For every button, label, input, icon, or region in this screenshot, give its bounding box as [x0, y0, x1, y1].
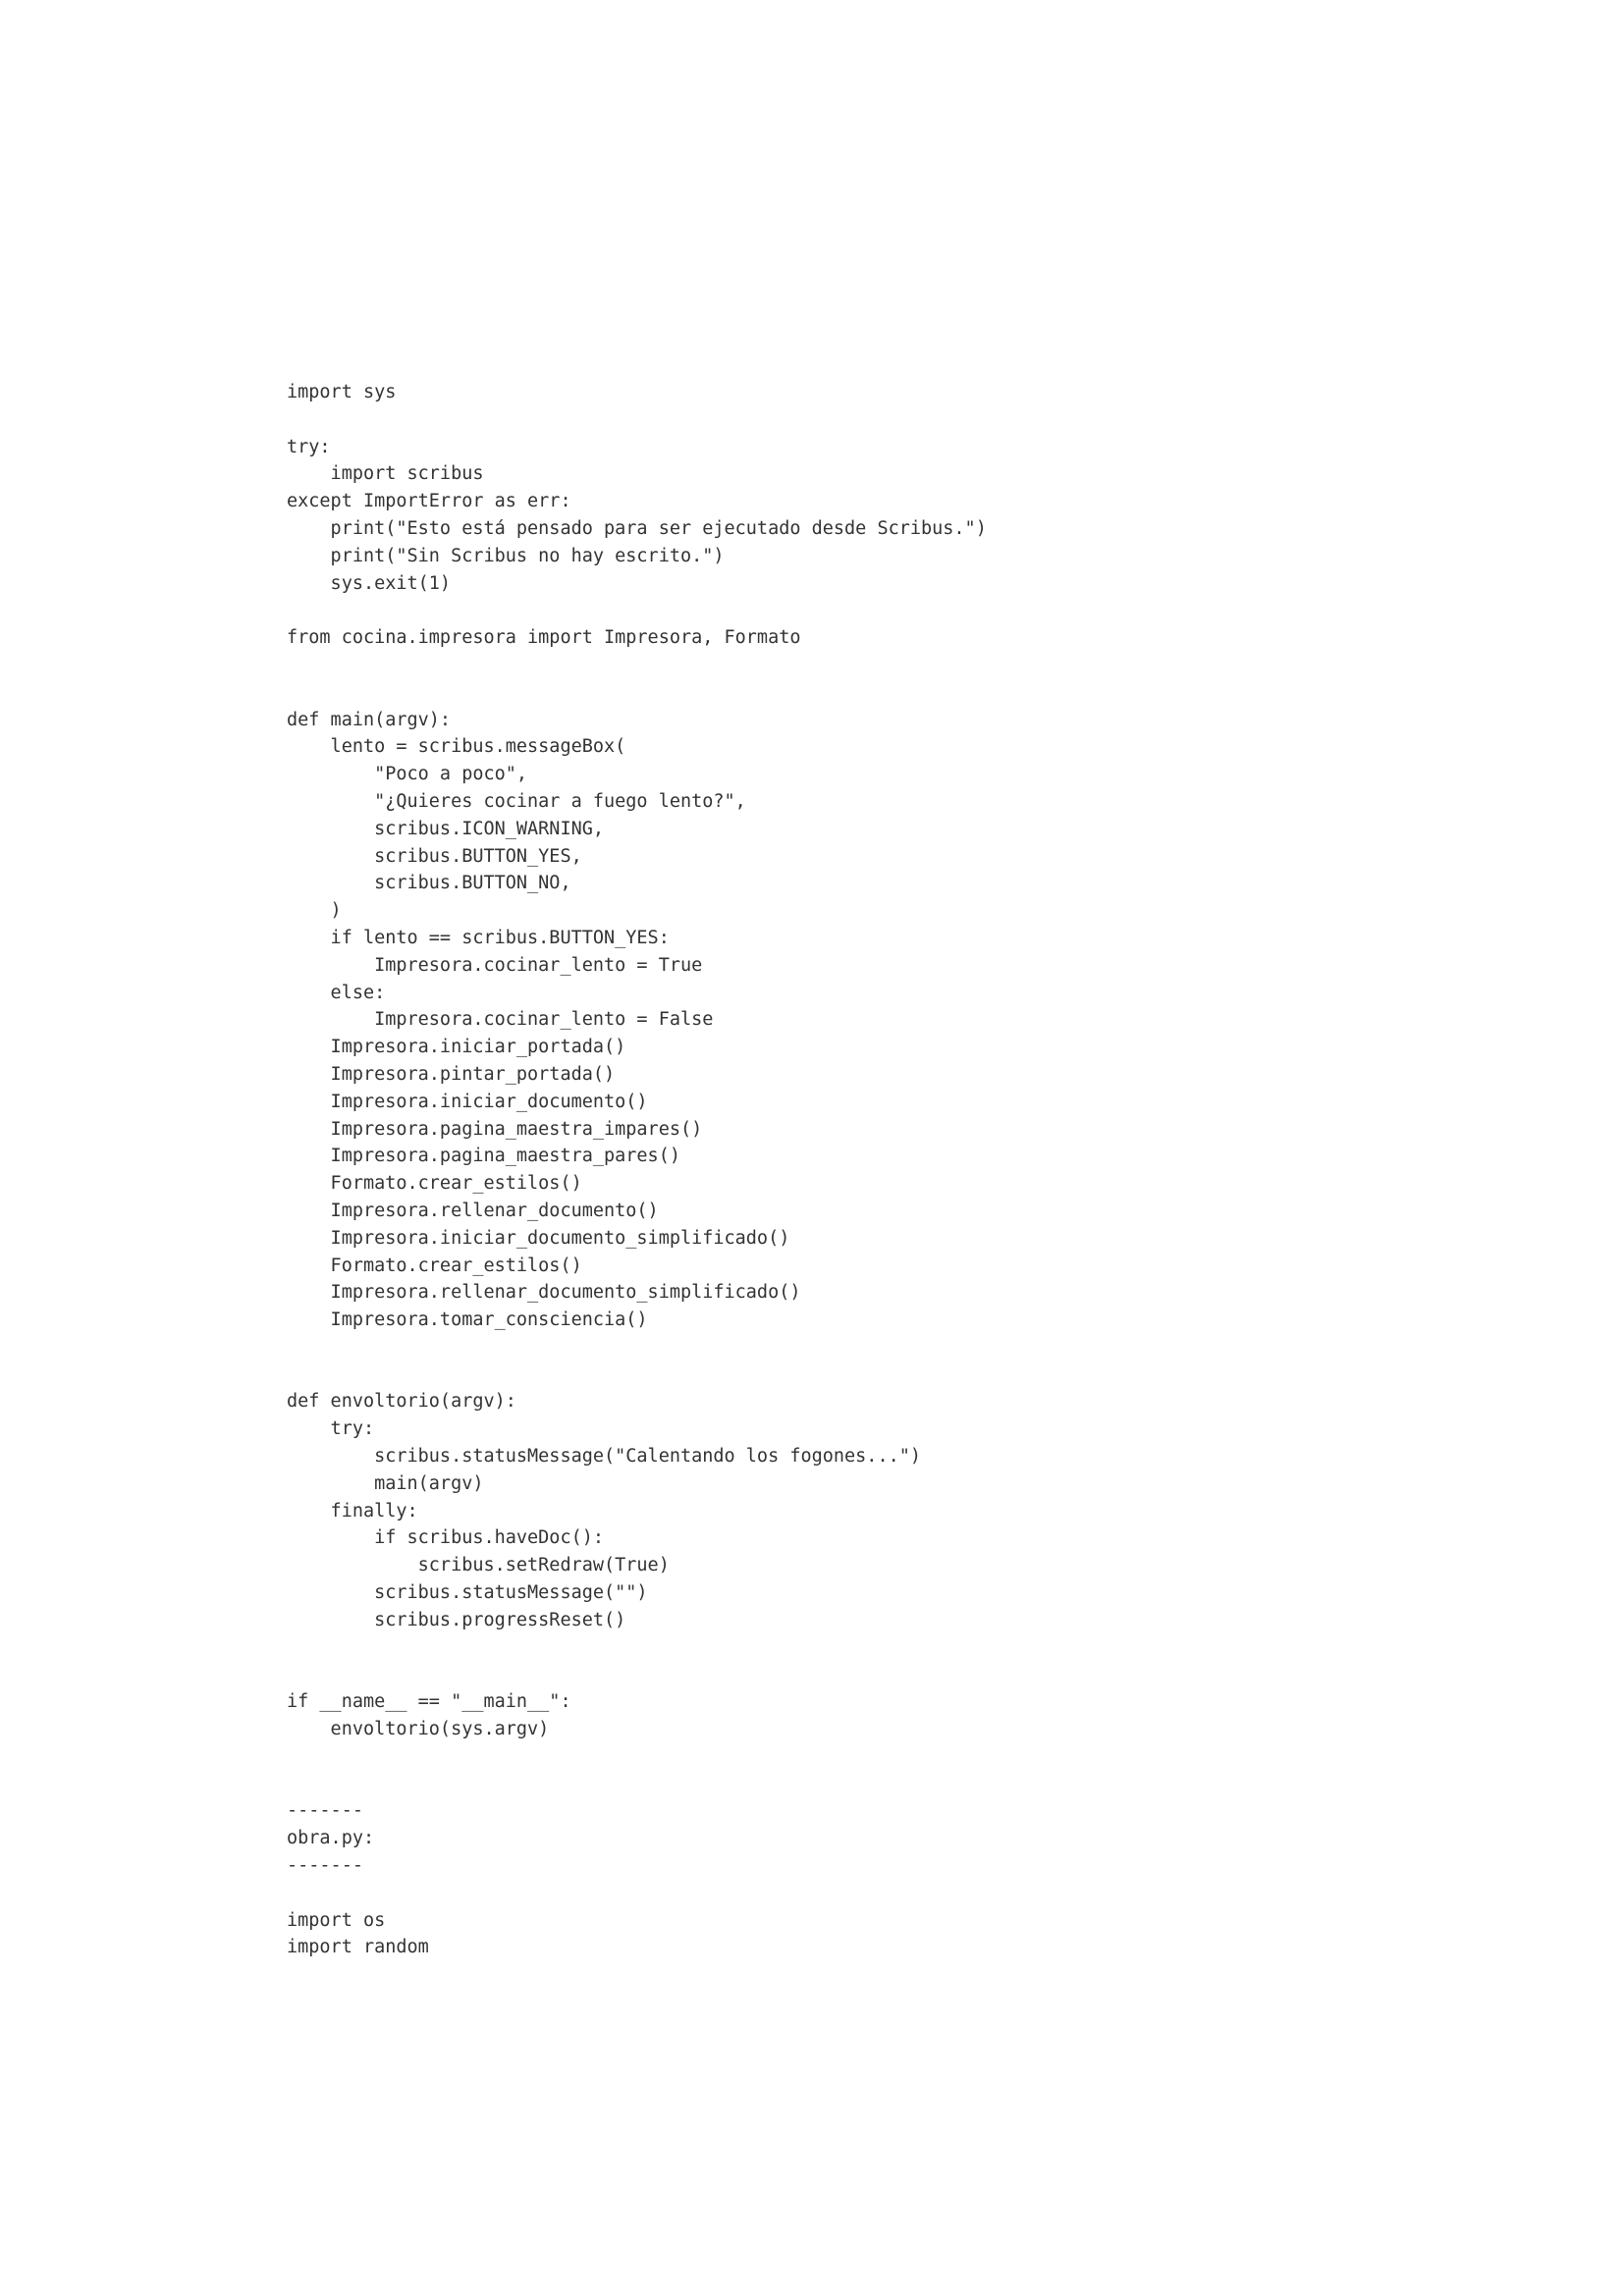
code-line: Impresora.iniciar_documento() [287, 1091, 648, 1112]
code-line: Impresora.rellenar_documento_simplificado() [287, 1282, 801, 1304]
code-line: try: [287, 436, 331, 457]
code-line [287, 597, 987, 624]
code-line: print("Sin Scribus no hay escrito.") [287, 545, 725, 566]
code-line: import os [287, 1909, 386, 1931]
code-line [287, 1743, 987, 1771]
code-line: "Poco a poco", [287, 764, 528, 785]
code-line: lento = scribus.messageBox( [287, 736, 626, 758]
code-line: try: [287, 1418, 375, 1440]
code-line [287, 1362, 987, 1389]
code-line: Formato.crear_estilos() [287, 1173, 582, 1195]
code-line: Impresora.pagina_maestra_impares() [287, 1118, 703, 1140]
code-line: if scribus.haveDoc(): [287, 1527, 605, 1549]
code-line: scribus.BUTTON_YES, [287, 845, 582, 867]
code-line: def envoltorio(argv): [287, 1391, 516, 1413]
code-line: Impresora.tomar_consciencia() [287, 1309, 648, 1331]
code-line: import random [287, 1937, 429, 1958]
code-line: import scribus [287, 463, 484, 485]
code-line: scribus.statusMessage("") [287, 1582, 648, 1604]
code-line: print("Esto está pensado para ser ejecutado desde Scribus.") [287, 517, 987, 539]
code-line: Impresora.iniciar_documento_simplificado() [287, 1227, 790, 1249]
code-line [287, 1771, 987, 1798]
code-line: def main(argv): [287, 709, 452, 730]
code-line: scribus.progressReset() [287, 1609, 626, 1630]
code-line: Impresora.iniciar_portada() [287, 1037, 626, 1058]
code-line: import sys [287, 382, 397, 402]
code-line: sys.exit(1) [287, 572, 452, 594]
code-line [287, 1334, 987, 1362]
code-line: Impresora.cocinar_lento = True [287, 954, 703, 976]
code-line [287, 1880, 987, 1907]
code-line [287, 1634, 987, 1662]
code-line: else: [287, 982, 386, 1003]
code-line: from cocina.impresora import Impresora, Formato [287, 627, 801, 649]
code-line: Formato.crear_estilos() [287, 1255, 582, 1276]
code-line: ) [287, 900, 342, 922]
code-line: except ImportError as err: [287, 491, 571, 512]
code-line: ------- [287, 1800, 363, 1822]
code-line: ------- [287, 1855, 363, 1877]
code-line: finally: [287, 1500, 418, 1522]
code-line: Impresora.rellenar_documento() [287, 1200, 659, 1221]
code-line [287, 652, 987, 679]
code-line: scribus.BUTTON_NO, [287, 873, 571, 894]
code-line: envoltorio(sys.argv) [287, 1719, 550, 1740]
code-line: obra.py: [287, 1828, 375, 1849]
code-line [287, 1661, 987, 1688]
code-line: Impresora.cocinar_lento = False [287, 1009, 714, 1031]
code-line: scribus.statusMessage("Calentando los fogones...") [287, 1446, 922, 1468]
code-line: "¿Quieres cocinar a fuego lento?", [287, 790, 746, 812]
code-line: scribus.setRedraw(True) [287, 1555, 670, 1576]
code-line: Impresora.pagina_maestra_pares() [287, 1146, 680, 1167]
code-line: Impresora.pintar_portada() [287, 1063, 616, 1085]
code-line [287, 406, 987, 434]
code-line: scribus.ICON_WARNING, [287, 818, 605, 839]
code-line [287, 679, 987, 707]
code-line: if lento == scribus.BUTTON_YES: [287, 927, 670, 948]
code-listing [287, 379, 987, 1961]
code-line: main(argv) [287, 1472, 484, 1494]
code-line: if __name__ == "__main__": [287, 1691, 571, 1713]
